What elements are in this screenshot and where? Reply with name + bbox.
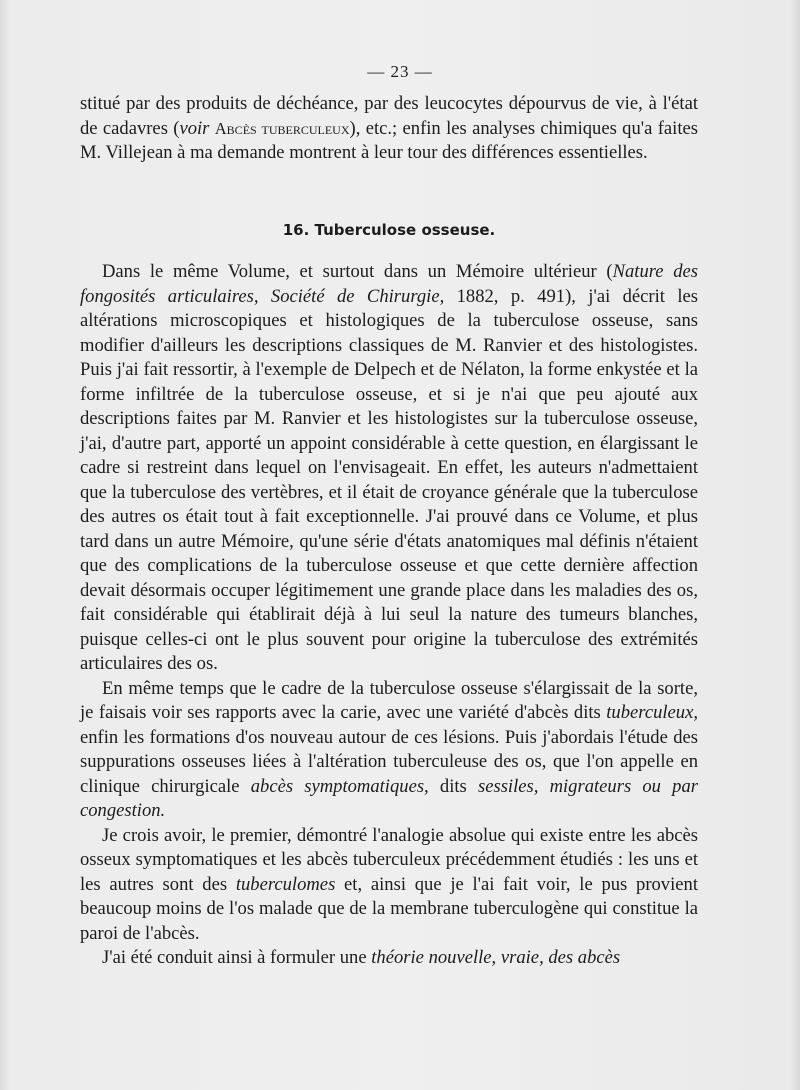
paragraph-2: En même temps que le cadre de la tuberculose osseuse s'élargissait de la sorte, je faisais voir ses rapports avec la carie, avec une variété d'abcès dits tuberculeux, enfin les formations d'os nouveau autour de ces lésions. Puis j'abordais l'étude des suppurations osseuses liées à l'altération tuberculeuse des os, que l'on appelle en clinique chirurgicale abcès symptomatiques, dits sessiles, migrateurs ou par congestion. — [80, 677, 698, 821]
small-caps-reference: Abcès tuberculeux — [214, 118, 350, 138]
paragraph-1: Dans le même Volume, et surtout dans un Mémoire ultérieur (Nature des fongosités articulaires, Société de Chirurgie, 1882, p. 491), j'ai décrit les altérations microscopiques et histologiques de la tuberculose osseuse, sans modifier d'ailleurs les descriptions classiques de M. Ranvier et des histologistes. Puis j'ai fait ressortir, à l'exemple de Delpech et de Nélaton, la forme enkystée et la forme infiltrée de la tuberculose osseuse, et si je n'ai que peu ajouté aux descriptions faites par M. Ranvier et les histologistes sur la tuberculose osseuse, j'ai, d'autre part, apporté un appoint considérable à cette question, en élargissant le cadre si restreint dans lequel on l'envisageait. En effet, les auteurs n'admettaient que la tuberculose des vertèbres, et il était de croyance générale que la tuberculose des autres os était tout à fait exceptionnelle. J'ai prouvé dans ce Volume, et plus tard dans un autre Mémoire, qu'une série d'états anatomiques mal définis n'étaient que des complications de la tuberculose osseuse et que cette dernière affection devait désormais occuper légitimement une grande place dans les maladies des os, fait considérable qui établirait déjà à lui seul la nature des tumeurs blanches, puisque celles-ci ont le plus souvent pour origine la tuberculose des extrémités articulaires des os. — [80, 261, 698, 674]
paragraph-4: J'ai été conduit ainsi à formuler une théorie nouvelle, vraie, des abcès — [102, 947, 621, 968]
body-text — [80, 260, 698, 971]
paragraph-continuation: stitué par des produits de déchéance, par des leucocytes dépourvus de vie, à l'état de cadavres (voir Abcès tuberculeux), etc.; enfin les analyses chimiques qu'a faites M. Villejean à ma demande montrent à leur tour des différences essentielles. — [80, 93, 698, 163]
section-heading: 16. Tuberculose osseuse. — [282, 221, 496, 239]
continuation-paragraph — [80, 92, 698, 166]
page-number: — 23 — — [367, 62, 433, 81]
paragraph-3: Je crois avoir, le premier, démontré l'analogie absolue qui existe entre les abcès osseux symptomatiques et les abcès tuberculeux précédemment étudiés : les uns et les autres sont des tuberculomes et, ainsi que je l'ai fait voir, le pus provient beaucoup moins de l'os malade que de la membrane tuberculogène qui constitue la paroi de l'abcès. — [80, 824, 698, 944]
